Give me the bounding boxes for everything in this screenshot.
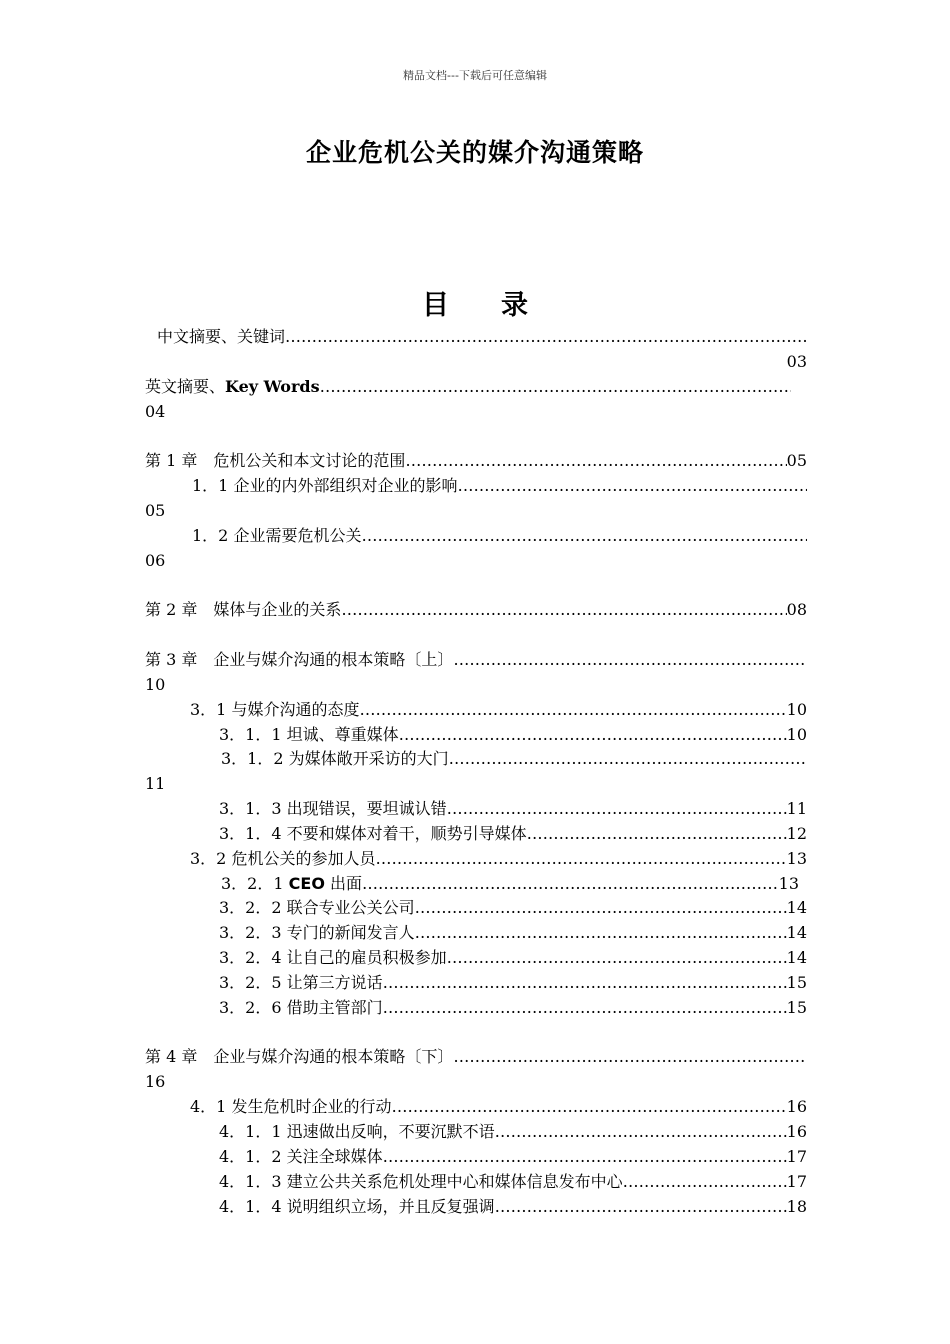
toc-entry-page: 06 [145,550,166,570]
toc-entry-page: 12 [786,823,807,843]
toc-entry-label: 第 3 章 企业与媒介沟通的根本策略〔上〕 [145,649,454,669]
toc-entry-label: 4．1 发生危机时企业的行动 [190,1097,392,1117]
toc-entry-3-2-4 [145,946,807,971]
toc-entry-abstract-en [145,375,807,400]
toc-entry-label-cn: 英文摘要、 [145,376,226,396]
toc-entry-label: 中文摘要、关键词 [157,327,286,346]
toc-entry-label: 4．1．3 建立公共关系危机处理中心和媒体信息发布中心 [219,1171,623,1191]
toc-leader-dots [383,996,787,1021]
toc-entry-3-2-5 [145,971,807,996]
toc-leader-dots [453,648,807,673]
toc-entry-label: 第 2 章 媒体与企业的关系 [145,600,342,620]
toc-entry-4-1-3 [145,1170,807,1195]
toc-leader-dots [495,1120,787,1145]
toc-entry-page: 13 [778,873,799,893]
toc-leader-dots [359,698,786,723]
toc-leader-dots [447,797,787,822]
toc-entry-ch3 [145,648,807,673]
toc-entry-3-1 [145,698,807,723]
toc-entry-page: 10 [786,699,807,719]
toc-entry-label-en: Key Words [225,376,320,396]
toc-leader-dots [320,375,791,400]
toc-leader-dots [399,723,787,748]
toc-entry-page: 11 [145,774,166,794]
toc-entry-3-1-3 [145,797,807,822]
toc-heading-char-1: 目 [422,290,449,321]
toc-entry-label: 3．2．5 让第三方说话 [219,972,383,992]
toc-entry-label: 3．1．3 出现错误，要坦诚认错 [219,799,447,819]
toc-entry-label: 3．2．3 专门的新闻发言人 [219,923,415,943]
toc-entry-page: 05 [786,451,807,471]
toc-entry-4-1-2 [145,1145,807,1170]
toc-entry-page: 18 [786,1196,807,1216]
toc-entry-label: 1．2 企业需要危机公关 [192,525,362,545]
toc-entry-page: 14 [786,898,807,918]
toc-entry-label: 3．2．4 让自己的雇员积极参加 [219,948,447,968]
toc-leader-dots [495,1195,787,1220]
toc-entry-ch1 [145,449,807,474]
toc-entry-label: 4．1．1 迅速做出反响，不要沉默不语 [219,1122,495,1141]
toc-leader-dots [527,822,787,847]
toc-entry-page: 16 [786,1122,807,1141]
toc-entry-label: 3．1．2 为媒体敞开采访的大门 [221,749,449,769]
toc-leader-dots [341,598,786,623]
toc-entry-4-1-4 [145,1195,807,1220]
toc-heading [0,283,950,322]
toc-entry-label: 3．2．6 借助主管部门 [219,997,383,1017]
toc-leader-dots [415,921,787,946]
toc-entry-label: 3．2．2 联合专业公关公司 [219,898,415,918]
toc-entry-page: 14 [786,948,807,968]
toc-entry-page: 04 [145,401,166,421]
toc-entry-label: 4．1．2 关注全球媒体 [219,1146,383,1166]
toc-entry-3-2-2 [145,896,807,921]
toc-entry-page: 08 [786,600,807,620]
toc-leader-dots [383,1145,787,1170]
toc-entry-3-2-6 [145,996,807,1021]
toc-entry-label: 3．2 危机公关的参加人员 [190,848,376,868]
toc-entry-page: 11 [786,799,807,819]
toc-entry-4-1-1 [145,1120,807,1145]
toc-entry-abstract-cn [145,325,807,350]
toc-entry-label [145,375,320,400]
toc-entry-3-2-1 [145,872,807,897]
toc-entry-1-2 [145,524,807,549]
toc-leader-dots [623,1170,787,1195]
toc-entry-page: 15 [786,972,807,992]
document-title: 企业危机公关的媒介沟通策略 [305,138,644,167]
toc-leader-dots [375,847,786,872]
toc-entry-page: 13 [786,848,807,868]
toc-entry-label-cn: 出面 [324,873,363,893]
toc-entry-label: 3．1．4 不要和媒体对着干，顺势引导媒体 [219,823,527,843]
toc-entry-label: 3．1 与媒介沟通的态度 [190,699,360,719]
toc-entry-page: 16 [145,1072,166,1092]
toc-leader-dots [361,524,807,549]
toc-leader-dots [285,325,807,350]
toc-entry-label [221,872,362,897]
toc-leader-dots [415,896,787,921]
toc-leader-dots [362,872,779,897]
toc-entry-page: 17 [786,1146,807,1166]
toc-entry-page: 05 [145,500,166,520]
toc-entry-page: 16 [786,1097,807,1117]
toc-entry-page: 03 [786,351,807,371]
toc-entry-ch4 [145,1045,807,1070]
toc-entry-label-num: 3．2．1 [221,873,289,893]
toc-entry-page: 15 [786,997,807,1017]
toc-entry-label: 1．1 企业的内外部组织对企业的影响 [192,476,458,496]
toc-entry-page: 14 [786,923,807,943]
toc-entry-3-2-3 [145,921,807,946]
toc-leader-dots [391,1095,786,1120]
toc-leader-dots [457,474,807,499]
toc-leader-dots [447,946,787,971]
toc-leader-dots [449,747,807,772]
toc-entry-3-1-1 [145,723,807,748]
toc-entry-page: 17 [786,1171,807,1191]
toc-entry-3-1-2 [145,747,807,772]
toc-entry-label-en: CEO [288,873,325,893]
toc-entry-4-1 [145,1095,807,1120]
table-of-contents [145,325,807,1219]
toc-entry-label: 第 4 章 企业与媒介沟通的根本策略〔下〕 [145,1047,454,1067]
toc-entry-label: 3．1．1 坦诚、尊重媒体 [219,724,399,744]
toc-entry-1-1 [145,474,807,499]
toc-entry-ch2 [145,598,807,623]
toc-entry-label: 第 1 章 危机公关和本文讨论的范围 [145,451,406,471]
toc-leader-dots [453,1045,807,1070]
toc-entry-page: 10 [786,724,807,744]
toc-leader-dots [405,449,786,474]
toc-heading-char-2: 录 [501,290,528,321]
toc-entry-page: 10 [145,674,166,694]
toc-leader-dots [383,971,787,996]
header-note: 精品文档---下载后可任意编辑 [403,69,547,82]
toc-entry-3-1-4 [145,822,807,847]
toc-entry-3-2 [145,847,807,872]
toc-entry-label: 4．1．4 说明组织立场，并且反复强调 [219,1196,495,1216]
